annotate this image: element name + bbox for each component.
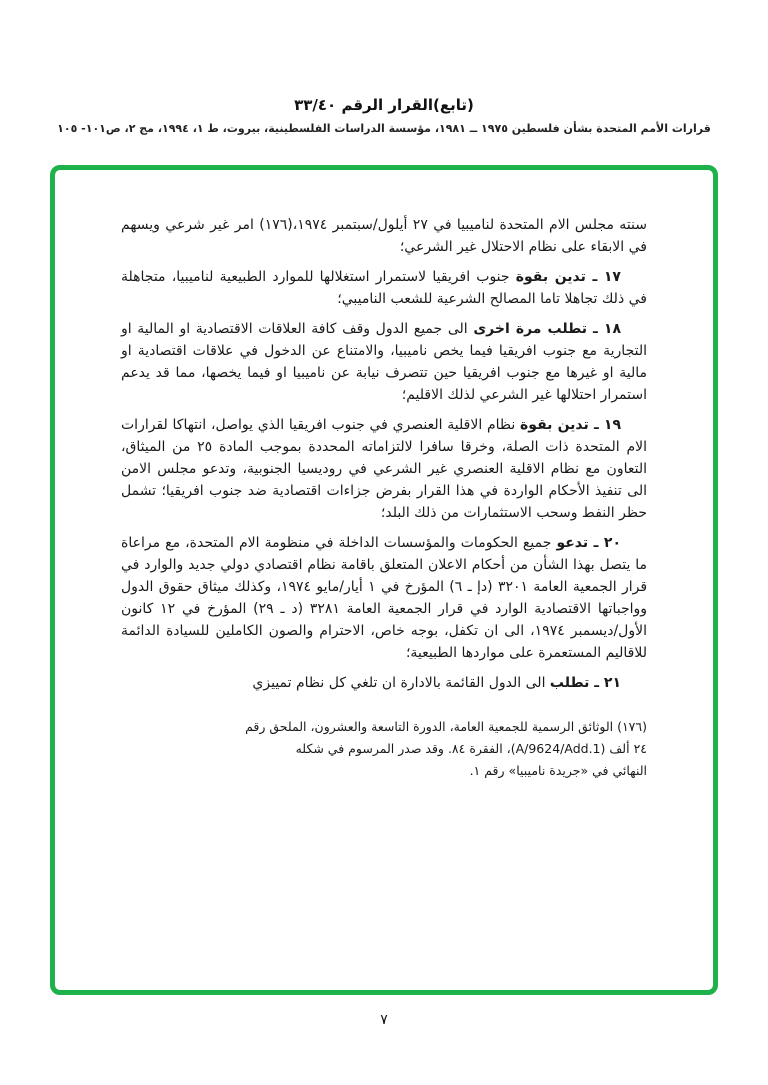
paragraph-18 — [121, 318, 647, 406]
paragraph-text: جنوب افريقيا لاستمرار استغلالها للموارد الطبيعية لناميبيا، متجاهلة في ذلك تجاهلا تاما المصالح الشرعية للشعب الناميبي؛ — [121, 269, 647, 307]
resolution-title: (تابع)القرار الرقم ٣٣/٤٠ — [294, 96, 474, 114]
paragraph-number: ١٩ ـ — [588, 417, 621, 433]
footnote-line-1: (١٧٦) الوثائق الرسمية للجمعية العامة، الدورة التاسعة والعشرون، الملحق رقم — [245, 719, 647, 734]
footnote-176 — [227, 716, 647, 782]
paragraph-number: ٢٠ ـ — [588, 535, 621, 551]
paragraph-21 — [121, 672, 647, 694]
paragraph-17 — [121, 266, 647, 310]
body-text — [121, 214, 647, 782]
paragraph-text: نظام الاقلية العنصري في جنوب افريقيا الذي يواصل، انتهاكا لقرارات الام المتحدة ذات الصلة، وخرقا سافرا لالتزاماته المحددة بموجب المادة ٢٥ من الميثاق، التعاون مع نظام الاقلية العنصري غير الشرعي في روديسيا الجنوبية، وتدعو مجلس الامن الى تنفيذ الأحكام الواردة في هذا القرار بفرض جزاءات اقتصادية ضد جنوب افريقيا؛ تشمل حظر النفط وسحب الاستثمارات من ذلك البلد؛ — [121, 417, 647, 521]
paragraph-number: ١٨ ـ — [586, 321, 621, 337]
page-number: ٧ — [380, 1012, 388, 1028]
paragraph-text: الى جميع الدول وقف كافة العلاقات الاقتصادية او المالية او التجارية مع جنوب افريقيا فيما يخص ناميبيا، والامتناع عن الدخول في علاقات اقتصادية او مالية او غيرها مع جنوب افريقيا حين تتصرف نيابة عن ناميبيا او فيما يخصها، مما قد يدعم استمرار احتلالها غير الشرعي لذلك الاقليم؛ — [121, 321, 647, 403]
paragraph-continuation — [121, 214, 647, 258]
source-citation: قرارات الأمم المتحدة بشأن فلسطين ١٩٧٥ ــ ١٩٨١، مؤسسة الدراسات الفلسطينية، بيروت، ط ١، ١٩٩٤، مج ٢، ص١٠١- ١٠٥ — [57, 122, 711, 135]
paragraph-text: جميع الحكومات والمؤسسات الداخلة في منظومة الام المتحدة، مع مراعاة ما يتصل بهذا الشأن من أحكام الاعلان المتعلق باقامة نظام اقتصادي دولي جديد والوارد في قرار الجمعية العامة ٣٢٠١ (دإ ـ ٦) المؤرخ في ١ أيار/مايو ١٩٧٤، وكذلك ميثاق حقوق الدول وواجباتها الاقتصادية الوارد في قرار الجمعية العامة ٣٢٨١ (د ـ ٢٩) المؤرخ في ١٢ كانون الأول/ديسمبر ١٩٧٤، الى ان تكفل، بوجه خاص، الاحترام والصون الكاملين للسيادة الدائمة للاقاليم المستعمرة على مواردها الطبيعية؛ — [121, 535, 648, 661]
paragraph-lead: تدين بقوة — [515, 269, 586, 285]
paragraph-lead: تطلب مرة اخرى — [473, 321, 587, 337]
paragraph-lead: تدعو — [556, 535, 589, 551]
paragraph-20 — [121, 532, 647, 664]
paragraph-lead: تطلب — [549, 675, 590, 691]
paragraph-lead: تدين بقوة — [520, 417, 589, 433]
green-border-frame — [50, 165, 718, 995]
paragraph-text: الى الدول القائمة بالادارة ان تلغي كل نظام تمييزي — [252, 675, 550, 691]
paragraph-text: سنته مجلس الام المتحدة لناميبيا في ٢٧ أيلول/سبتمبر ١٩٧٤،(١٧٦) امر غير شرعي ويسهم في الابقاء على نظام الاحتلال غير الشرعي؛ — [121, 217, 647, 255]
paragraph-19 — [121, 414, 647, 524]
page-header — [0, 96, 768, 135]
paragraph-number: ٢١ ـ — [589, 675, 621, 691]
footnote-line-3: النهائي في «جريدة ناميبيا» رقم ١. — [469, 763, 647, 778]
paragraph-number: ١٧ ـ — [585, 269, 621, 285]
footnote-line-2: ٢٤ ألف (A/9624/Add.1)، الفقرة ٨٤. وقد صدر المرسوم في شكله — [295, 741, 647, 756]
